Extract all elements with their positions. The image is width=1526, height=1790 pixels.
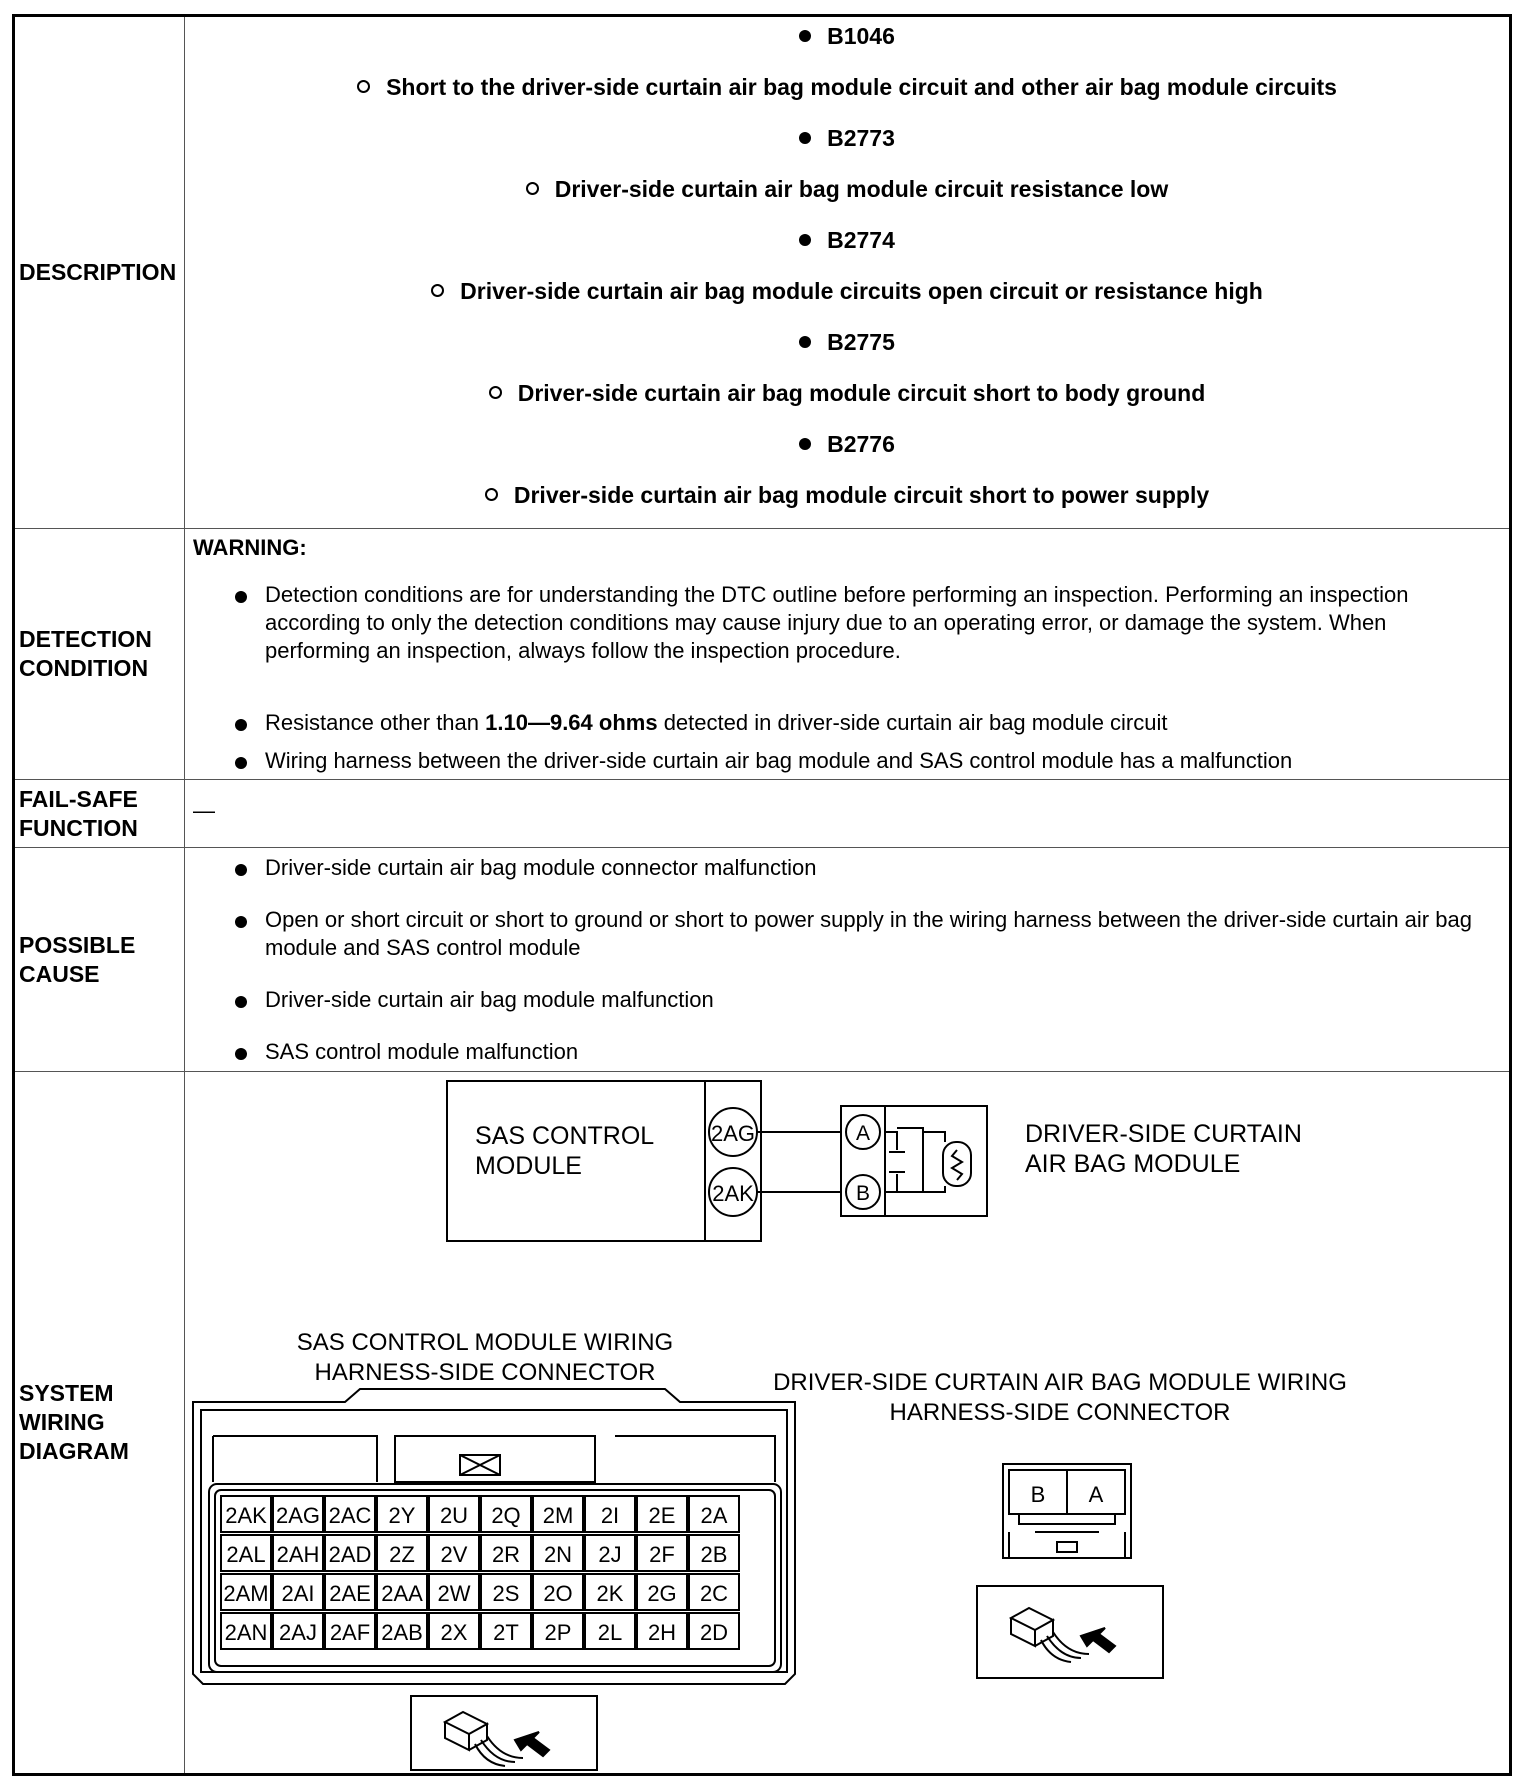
cause-label: POSSIBLE CAUSE xyxy=(15,848,185,1071)
desc-text: B2776 xyxy=(827,431,895,457)
bullet-ring-icon xyxy=(489,386,502,399)
airbag-terminal-b: B xyxy=(855,1182,871,1205)
sas-connector-title-1: SAS CONTROL MODULE WIRING xyxy=(296,1329,674,1356)
sas-pin-label: 2J xyxy=(598,1542,622,1567)
detection-bullet xyxy=(235,747,1489,775)
sas-pin-label: 2T xyxy=(493,1620,519,1645)
cause-bullet-text: SAS control module malfunction xyxy=(265,1039,579,1064)
dtc-code xyxy=(185,23,1509,49)
desc-text: Short to the driver-side curtain air bag module circuit and other air bag module circuits xyxy=(386,74,1337,100)
resistor-zigzag-icon xyxy=(952,1150,962,1180)
sas-pin-label: 2AB xyxy=(381,1620,423,1645)
sas-pin-label: 2AF xyxy=(329,1620,371,1645)
detection-bullet xyxy=(235,581,1489,665)
dtc-detail xyxy=(185,380,1509,406)
resistance-value: 1.10—9.64 ohms xyxy=(485,710,658,735)
failsafe-value: — xyxy=(193,798,215,823)
sas-pin-label: 2AE xyxy=(329,1581,371,1606)
sas-pin-label: 2V xyxy=(440,1542,468,1567)
sas-pin-label: 2W xyxy=(437,1581,471,1606)
wiring-diagram xyxy=(185,1072,1509,1773)
sas-pin-label: 2K xyxy=(596,1581,624,1606)
sas-pin-label: 2AD xyxy=(328,1542,372,1567)
resistance-suffix: detected in driver-side curtain air bag module circuit xyxy=(657,710,1168,735)
sas-pin-label: 2AG xyxy=(275,1503,321,1528)
dtc-detail xyxy=(185,278,1509,304)
sas-pin-label: 2P xyxy=(544,1620,572,1645)
bullet-dot-icon xyxy=(235,1048,247,1060)
sas-pin-grid xyxy=(221,1496,739,1649)
sas-pin-label: 2R xyxy=(491,1542,521,1567)
cause-bullet xyxy=(235,986,1489,1014)
bullet-dot-icon xyxy=(235,864,247,876)
desc-text: Driver-side curtain air bag module circuit short to power supply xyxy=(513,482,1210,508)
wiring-content xyxy=(185,1072,1509,1773)
dtc-detail xyxy=(185,176,1509,202)
harness-view-icon xyxy=(411,1696,597,1770)
bullet-dot-icon xyxy=(235,757,247,769)
sas-pin-label: 2AK xyxy=(225,1503,267,1528)
sas-pin-label: 2AL xyxy=(226,1542,266,1567)
squib-leads xyxy=(923,1132,945,1192)
cause-bullet-text: Open or short circuit or short to ground or short to power supply in the wiring harness between the driver-side curtain air bag module and SAS control module xyxy=(265,907,1472,960)
dtc-code xyxy=(185,329,1509,355)
sas-pin-label: 2I xyxy=(600,1503,620,1528)
desc-text: Driver-side curtain air bag module circuit short to body ground xyxy=(517,380,1206,406)
sas-terminal-2ak: 2AK xyxy=(712,1181,754,1206)
cause-content xyxy=(185,848,1509,1071)
bullet-dot-icon xyxy=(799,234,811,246)
sas-pin-label: 2L xyxy=(597,1620,623,1645)
shorting-bar-icon xyxy=(885,1128,923,1192)
sas-pin-label: 2AI xyxy=(281,1581,315,1606)
sas-pin-label: 2Y xyxy=(388,1503,416,1528)
bullet-dot-icon xyxy=(235,916,247,928)
sas-pin-label: 2E xyxy=(648,1503,676,1528)
detection-content xyxy=(185,529,1509,779)
cause-bullet xyxy=(235,906,1489,962)
wiring-row xyxy=(15,1072,1509,1773)
sas-pin-label: 2D xyxy=(699,1620,729,1645)
failsafe-label: FAIL-SAFE FUNCTION xyxy=(15,780,185,847)
resistance-prefix: Resistance other than xyxy=(265,710,486,735)
bullet-dot-icon xyxy=(799,132,811,144)
description-content xyxy=(185,17,1509,528)
bullet-ring-icon xyxy=(357,80,370,93)
detection-bullet-text: Detection conditions are for understanding the DTC outline before performing an inspection. Performing an inspection according to only the detection conditions may cause injury due to an operating error, or damage the system. When performing an inspection, always follow the inspection procedure. xyxy=(265,582,1409,663)
desc-text: B2774 xyxy=(827,227,895,253)
sas-pin-label: 2O xyxy=(543,1581,573,1606)
cause-row xyxy=(15,848,1509,1072)
sas-pin-label: 2Q xyxy=(491,1503,521,1528)
desc-text: B1046 xyxy=(827,23,895,49)
sas-connector-title-2: HARNESS-SIDE CONNECTOR xyxy=(314,1359,656,1386)
cause-bullet xyxy=(235,854,1489,882)
sas-pin-label: 2Z xyxy=(389,1542,415,1567)
sas-pin-label: 2B xyxy=(700,1542,728,1567)
bullet-dot-icon xyxy=(235,719,247,731)
cause-bullet-text: Driver-side curtain air bag module connector malfunction xyxy=(265,855,817,880)
sas-pin-label: 2A xyxy=(700,1503,728,1528)
desc-text: B2775 xyxy=(827,329,895,355)
airbag-connector-title-1: DRIVER-SIDE CURTAIN AIR BAG MODULE WIRING xyxy=(773,1369,1347,1396)
detection-row xyxy=(15,529,1509,780)
sas-pin-label: 2AM xyxy=(223,1581,269,1606)
failsafe-content xyxy=(185,780,1509,847)
sas-pin-label: 2U xyxy=(439,1503,469,1528)
desc-text: Driver-side curtain air bag module circuit resistance low xyxy=(554,176,1169,202)
detection-label: DETECTION CONDITION xyxy=(15,529,185,779)
airbag-pin-b: B xyxy=(1030,1482,1046,1507)
airbag-connector-title-2: HARNESS-SIDE CONNECTOR xyxy=(889,1399,1231,1426)
wiring-label: SYSTEM WIRING DIAGRAM xyxy=(15,1072,185,1773)
desc-text: Driver-side curtain air bag module circuits open circuit or resistance high xyxy=(460,278,1263,304)
sas-pin-label: 2S xyxy=(492,1581,520,1606)
dtc-code xyxy=(185,227,1509,253)
sas-pin-label: 2AJ xyxy=(279,1620,317,1645)
description-label: DESCRIPTION xyxy=(15,17,185,528)
sas-pin-label: 2M xyxy=(542,1503,574,1528)
sas-module-label-1: SAS CONTROL xyxy=(475,1122,655,1150)
bullet-ring-icon xyxy=(485,488,498,501)
warning-title: WARNING: xyxy=(193,535,307,560)
sas-pin-label: 2H xyxy=(647,1620,677,1645)
sas-pin-label: 2AN xyxy=(224,1620,268,1645)
airbag-pin-a: A xyxy=(1088,1482,1104,1507)
desc-text: B2773 xyxy=(827,125,895,151)
sas-terminal-2ag: 2AG xyxy=(710,1121,756,1146)
dtc-detail xyxy=(185,74,1509,100)
airbag-module-label-2: AIR BAG MODULE xyxy=(1025,1150,1241,1178)
detection-bullet xyxy=(235,709,1489,737)
airbag-module-label-1: DRIVER-SIDE CURTAIN xyxy=(1025,1120,1302,1148)
dtc-table xyxy=(12,14,1512,1776)
bullet-dot-icon xyxy=(799,438,811,450)
failsafe-row xyxy=(15,780,1509,848)
bullet-dot-icon xyxy=(235,591,247,603)
latch-icon xyxy=(460,1455,500,1475)
airbag-connector-housing xyxy=(1003,1464,1131,1558)
sas-pin-label: 2F xyxy=(649,1542,675,1567)
bullet-dot-icon xyxy=(799,30,811,42)
cause-bullet xyxy=(235,1038,1489,1066)
description-row xyxy=(15,17,1509,529)
bullet-ring-icon xyxy=(431,284,444,297)
sas-pin-label: 2G xyxy=(647,1581,677,1606)
harness-view-icon xyxy=(977,1586,1163,1678)
bullet-dot-icon xyxy=(799,336,811,348)
sas-pin-label: 2X xyxy=(440,1620,468,1645)
bullet-ring-icon xyxy=(526,182,539,195)
sas-pin-label: 2N xyxy=(543,1542,573,1567)
cause-bullet-text: Driver-side curtain air bag module malfunction xyxy=(265,987,714,1012)
airbag-terminal-a: A xyxy=(855,1122,871,1145)
sas-module-label-2: MODULE xyxy=(475,1152,582,1180)
detection-bullet-text: Wiring harness between the driver-side curtain air bag module and SAS control module has a malfunction xyxy=(265,748,1293,773)
sas-pin-label: 2AA xyxy=(381,1581,423,1606)
sas-pin-label: 2C xyxy=(699,1581,729,1606)
dtc-code xyxy=(185,431,1509,457)
bullet-dot-icon xyxy=(235,996,247,1008)
dtc-detail xyxy=(185,482,1509,508)
sas-pin-label: 2AH xyxy=(276,1542,320,1567)
sas-pin-label: 2AC xyxy=(328,1503,372,1528)
dtc-code xyxy=(185,125,1509,151)
